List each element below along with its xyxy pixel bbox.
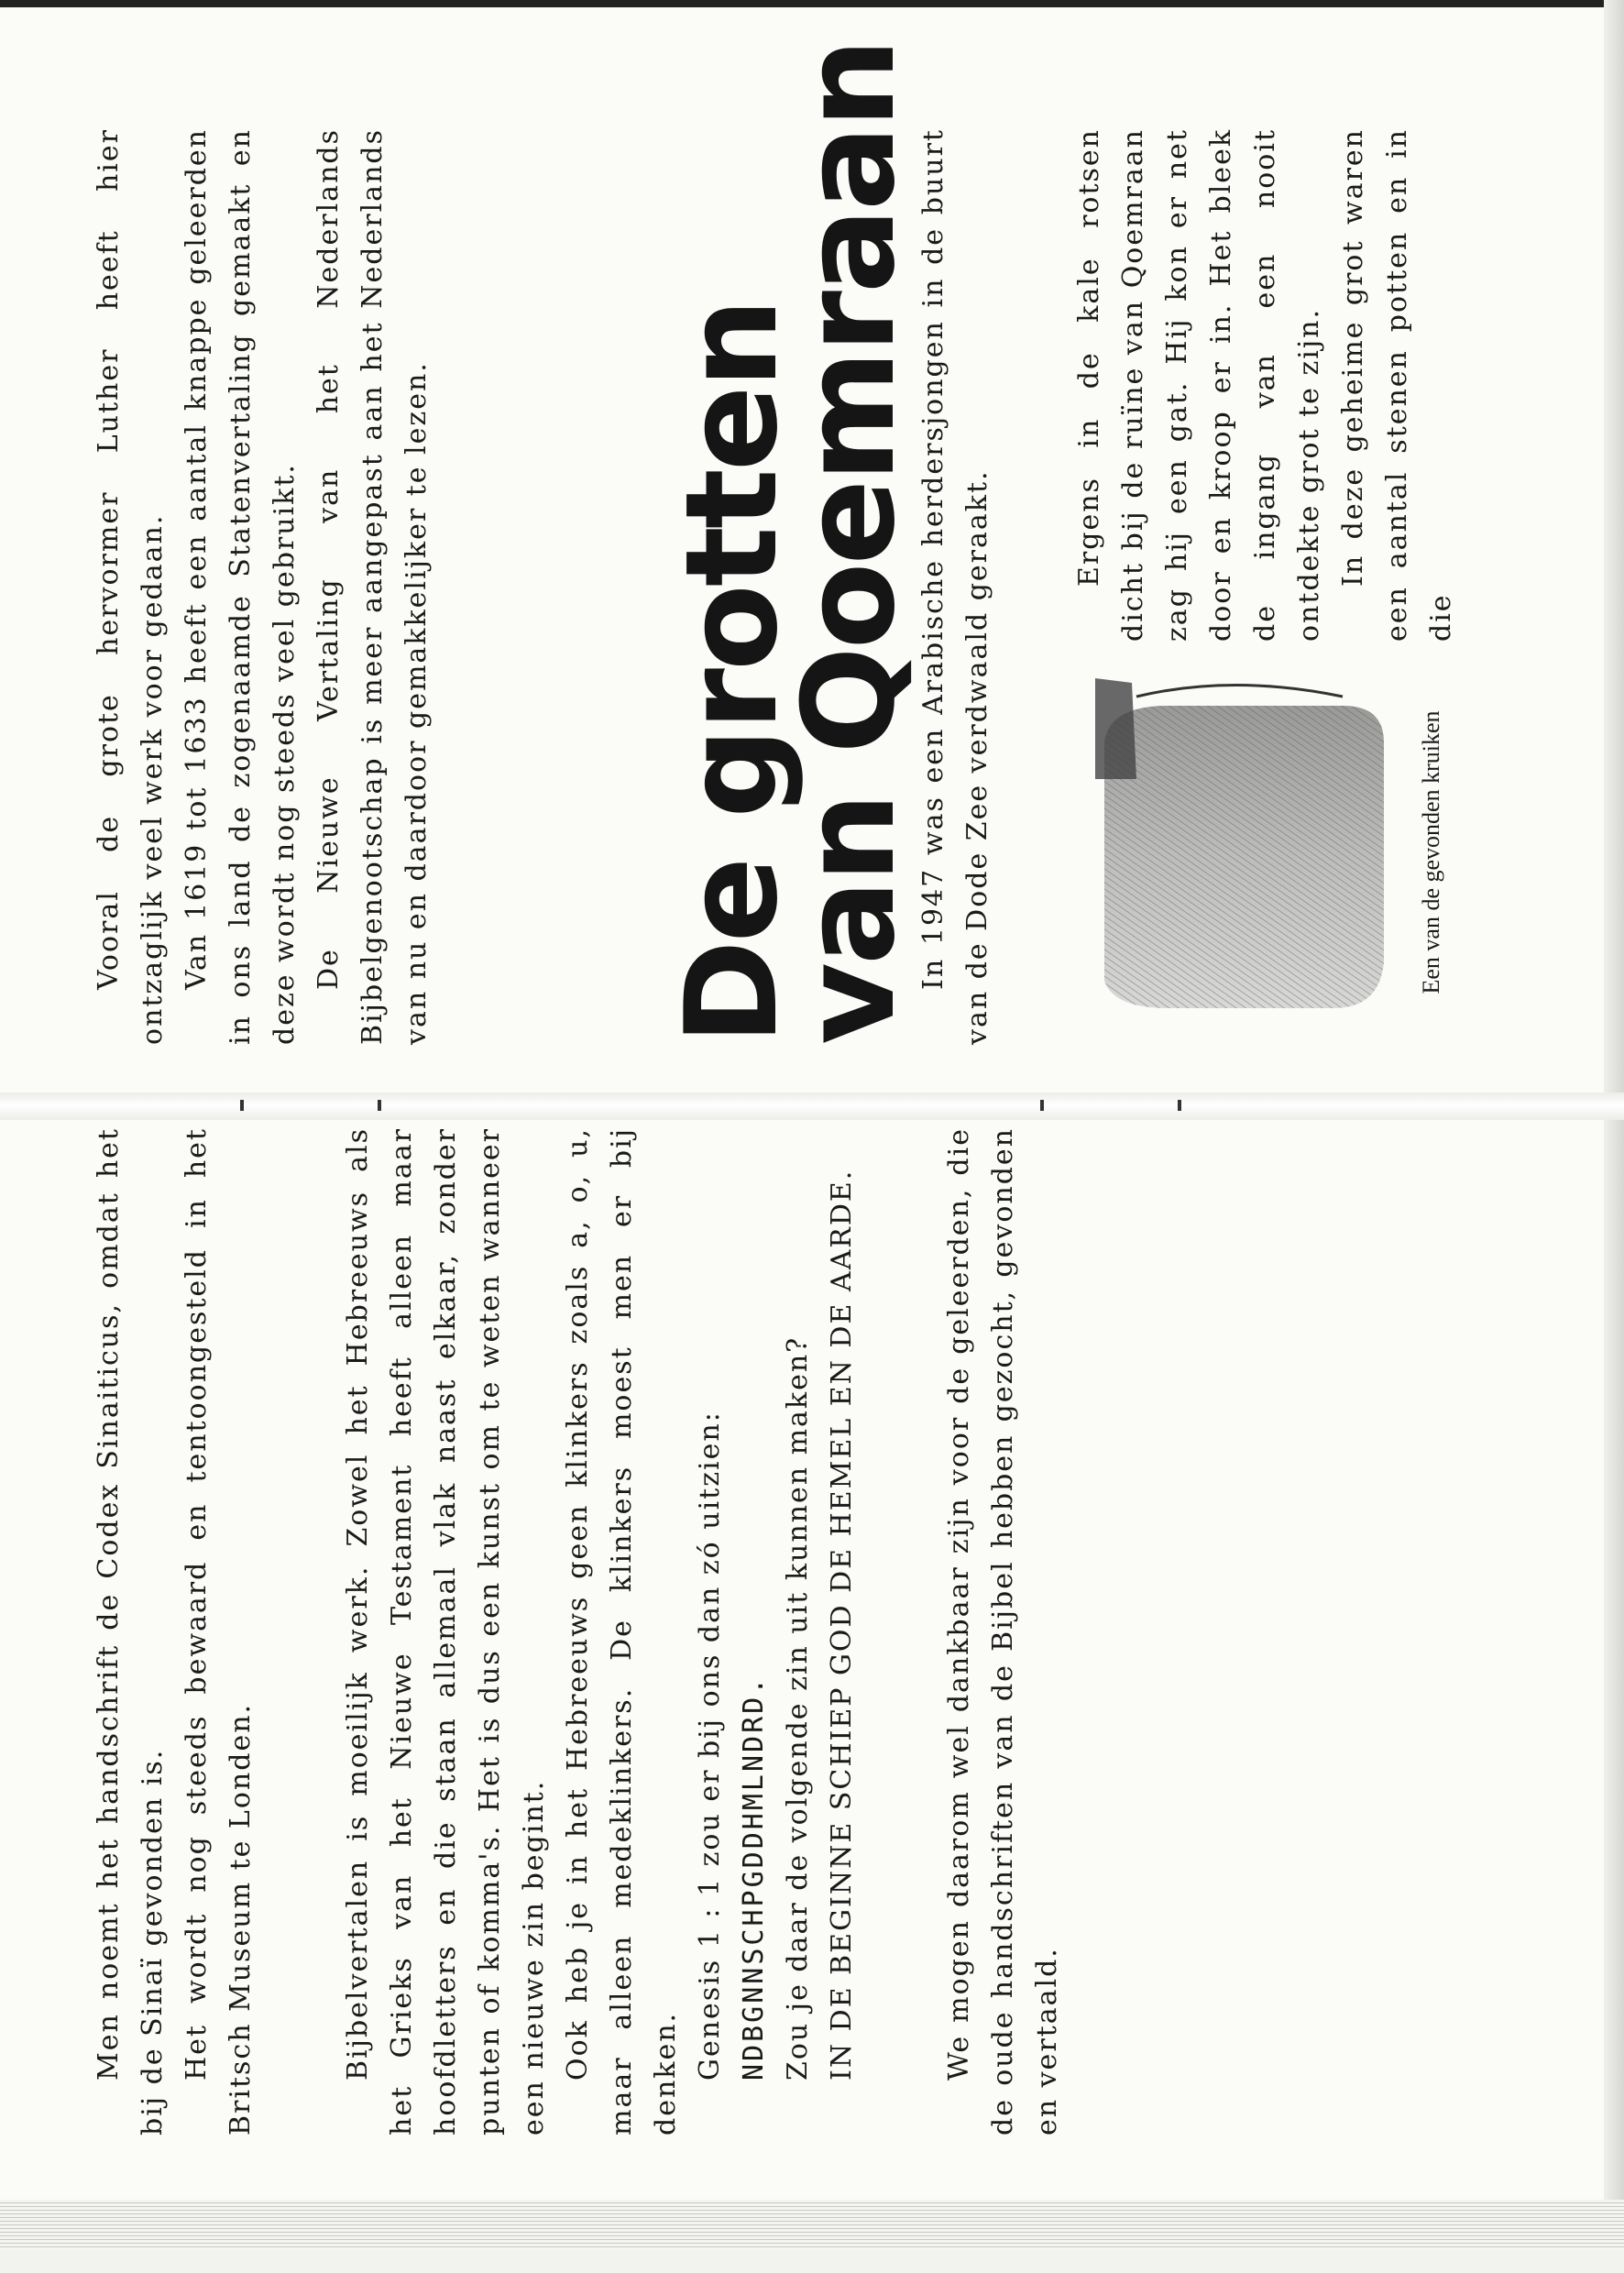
figure-caption: Een van de gevonden kruiken bbox=[1418, 710, 1444, 994]
binding-stitch bbox=[240, 1100, 244, 1111]
paragraph: In 1947 was een Arabische herdersjongen in de buurt van de Dode Zee verdwaald geraakt. bbox=[917, 128, 993, 1045]
paragraph: Het wordt nog steeds bewaard en tentoongesteld in het Britsch Museum te Londen. bbox=[181, 1127, 257, 2136]
upper-page-column-1 bbox=[87, 128, 439, 1045]
paragraph: We mogen daarom wel dankbaar zijn voor de geleerden, die de oude handschriften van de Bijbel hebben gezocht, gevonden en vertaald. bbox=[943, 1127, 1063, 2136]
article-headline bbox=[658, 40, 923, 1045]
paragraph: In deze geheime grot waren een aantal stenen potten en in die bbox=[1337, 128, 1457, 642]
spacer bbox=[263, 1127, 336, 2136]
binding-stitch bbox=[1040, 1100, 1044, 1111]
paragraph: Men noemt het handschrift de Codex Sinaiticus, omdat het bij de Sinaï gevonden is. bbox=[93, 1127, 169, 2136]
paragraph: Ook heb je in het Hebreeuws geen klinkers zoals a, o, u, maar alleen medeklinkers. De klinkers moest men er bij denken. bbox=[562, 1127, 682, 2136]
jar-illustration bbox=[1068, 660, 1407, 1045]
paragraph: Ergens in de kale rotsen dicht bij de ruïne van Qoemraan zag hij een gat. Hij kon er net door en kroop er in. Het bleek de ingang van een nooit ontdekte grot te zijn. bbox=[1073, 128, 1325, 642]
headline-line-2: van Qoemraan bbox=[775, 40, 923, 1045]
paragraph: Van 1619 tot 1633 heeft een aantal knappe geleerden in ons land de zogenaamde Statenvertaling gemaakt en deze wordt nog steeds veel gebruikt. bbox=[181, 128, 301, 1045]
headline-line-1: De grotten bbox=[658, 301, 806, 1045]
spacer bbox=[864, 1127, 938, 2136]
lower-page bbox=[87, 1127, 1535, 2136]
upper-page-column-2 bbox=[1068, 128, 1464, 642]
paragraph: Vooral de grote hervormer Luther heeft hier ontzaglijk veel werk voor gedaan. bbox=[93, 128, 169, 1045]
consonant-example: NDBGNNSCHPGDDHMLNDRD. bbox=[738, 1675, 770, 2081]
paragraph: Zou je daar de volgende zin uit kunnen maken? bbox=[782, 1335, 814, 2081]
right-edge-shadow bbox=[1604, 0, 1624, 2273]
upper-page-intro bbox=[912, 128, 1000, 1045]
paragraph: Genesis 1 : 1 zou er bij ons dan zó uitzien: bbox=[694, 1411, 726, 2081]
paragraph: Bijbelvertalen is moeilijk werk. Zowel het Hebreeuws als het Grieks van het Nieuwe Testament heeft alleen maar hoofdletters en die staan allemaal vlak naast elkaar, zonder punten of komma's. Het is dus een kunst om te weten wanneer een nieuwe zin begint. bbox=[342, 1127, 550, 2136]
binding-stitch bbox=[378, 1100, 381, 1111]
paragraph: De Nieuwe Vertaling van het Nederlands Bijbelgenootschap is meer aangepast aan het Nederlands van nu en daardoor gemakkelijker te lezen. bbox=[313, 128, 433, 1045]
binding-stitch bbox=[1178, 1100, 1181, 1111]
page-stack-edge bbox=[0, 2250, 1624, 2273]
lower-page-column bbox=[87, 1127, 1070, 2136]
paragraph: IN DE BEGINNE SCHIEP GOD DE HEMEL EN DE AARDE. bbox=[826, 1169, 858, 2081]
jar-drawing bbox=[1068, 660, 1407, 1045]
top-dark-edge bbox=[0, 0, 1624, 7]
upper-page bbox=[87, 40, 1535, 1045]
